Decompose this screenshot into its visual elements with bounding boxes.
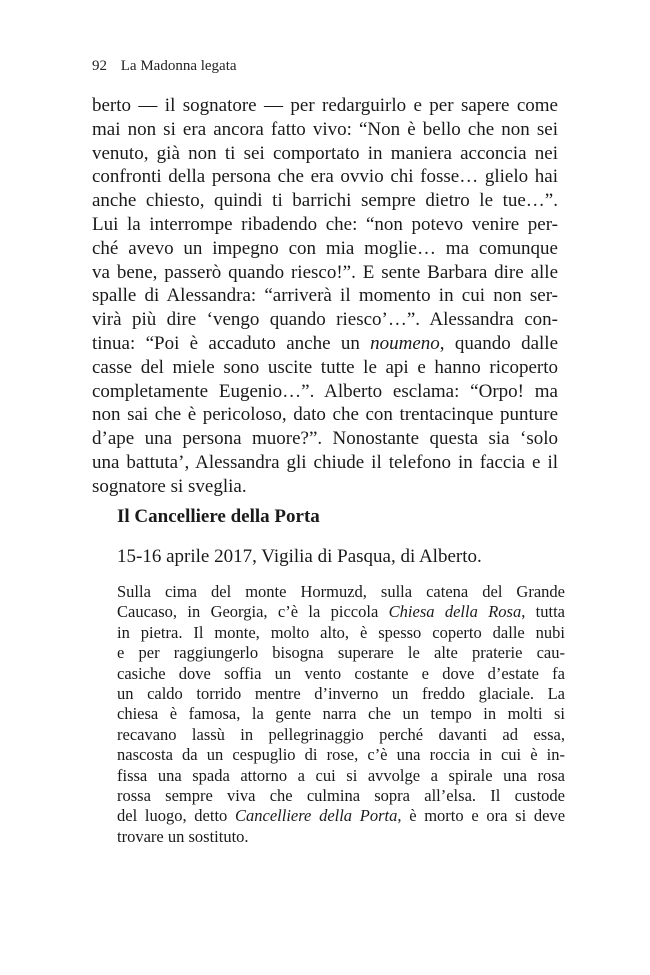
text-line [92,380,558,404]
text-segment: sognatore si sveglia. [92,475,247,497]
running-header [92,58,237,75]
text-line [92,403,558,427]
text-line [117,623,565,643]
text-line [117,745,565,765]
text-segment: recavano lassù in pellegrinaggio perché davanti ad essa, [117,724,565,744]
text-line [117,684,565,704]
text-segment: d’ape una persona muore?”. Nonostante questa sia ‘solo [92,428,558,450]
text-segment: chiesa è famosa, la gente narra che un tempo in molti si [117,704,565,724]
text-segment: anche chiesto, quindi ti barrichi sempre dietro le tue…”. [92,190,558,212]
text-line [117,664,565,684]
text-segment: va bene, passerò quando riesco!”. E sente Barbara dire alle [92,261,558,283]
text-segment: in pietra. Il monte, molto alto, è spesso coperto dalle nubi [117,622,565,642]
text-segment: , quando dalle [439,332,558,354]
text-segment: mai non si era ancora fatto vivo: “Non è bello che non sei [92,118,558,140]
italic-term: Chiesa della Rosa [388,602,522,622]
text-line [92,237,558,261]
text-line [117,786,565,806]
text-segment: del luogo, detto [117,806,235,826]
text-line [92,213,558,237]
text-line [92,308,558,332]
text-segment: nascosta da un cespuglio di rose, c’è una roccia in cui è in- [117,745,565,765]
text-line [92,94,558,118]
text-segment: spalle di Alessandra: “arriverà il momento in cui non ser- [92,285,558,307]
text-line [117,725,565,745]
paragraph-dream-continuation [92,94,558,499]
text-segment: rossa sempre viva che culmina sopra all’elsa. Il custode [117,786,565,806]
text-line [117,766,565,786]
text-segment: completamente Eugenio…”. Alberto esclama: “Orpo! ma [92,380,558,402]
text-segment: trovare un sostituto. [117,826,249,846]
text-segment: berto — il sognatore — per redarguirlo e per sapere come [92,95,558,116]
text-segment: venuto, già non ti sei comportato in maniera acconcia nei [92,142,558,164]
text-line [92,356,558,380]
text-line [92,118,558,142]
text-segment: Sulla cima del monte Hormuzd, sulla catena del Grande [117,582,565,601]
running-title: La Madonna legata [120,58,237,74]
text-segment: Lui la interrompe ribadendo che: “non potevo venire per- [92,213,558,235]
section-date-line: 15-16 aprile 2017, Vigilia di Pasqua, di Alberto. [117,546,482,567]
text-line [92,332,558,356]
text-segment: virà più dire ‘vengo quando riesco’…”. Alessandra con- [92,309,558,331]
paragraph-chiesa-della-rosa [117,582,565,847]
text-segment: , tutta [521,602,566,622]
text-line [117,643,565,663]
text-segment: ché avevo un impegno con mia moglie… ma comunque [92,237,558,259]
text-segment: tinua: “Poi è accaduto anche un [92,332,371,354]
text-line [92,261,558,285]
text-line [92,189,558,213]
section-title: Il Cancelliere della Porta [117,506,320,527]
text-segment: una battuta’, Alessandra gli chiude il telefono in faccia e il [92,451,558,473]
text-segment: casiche dove soffia un vento costante e dove d’estate fa [117,663,565,683]
text-line [92,165,558,189]
text-segment: Caucaso, in Georgia, c’è la piccola [117,602,389,622]
text-line [92,451,558,475]
text-line [117,602,565,622]
text-line [117,806,565,826]
text-line [92,142,558,166]
text-line [92,427,558,451]
text-line [117,704,565,724]
text-segment: casse del miele sono uscite tutte le api e hanno ricoperto [92,356,558,378]
text-line [117,582,565,602]
text-segment: confronti della persona che era ovvio chi fosse… glielo hai [92,166,558,188]
text-line [92,475,558,499]
text-segment: non sai che è pericoloso, dato che con trentacinque punture [92,404,558,426]
italic-term: noumeno [370,332,440,354]
text-segment: , è morto e ora si deve [397,806,566,826]
page-number: 92 [92,58,107,74]
text-line [117,827,565,847]
italic-term: Cancelliere della Porta [235,806,398,826]
text-segment: un caldo torrido mentre d’inverno un freddo glaciale. La [117,684,565,704]
text-segment: fissa una spada attorno a cui si avvolge a spirale una rosa [117,765,565,785]
text-segment: e per raggiungerlo bisogna superare le alte praterie cau- [117,643,565,663]
text-line [92,284,558,308]
